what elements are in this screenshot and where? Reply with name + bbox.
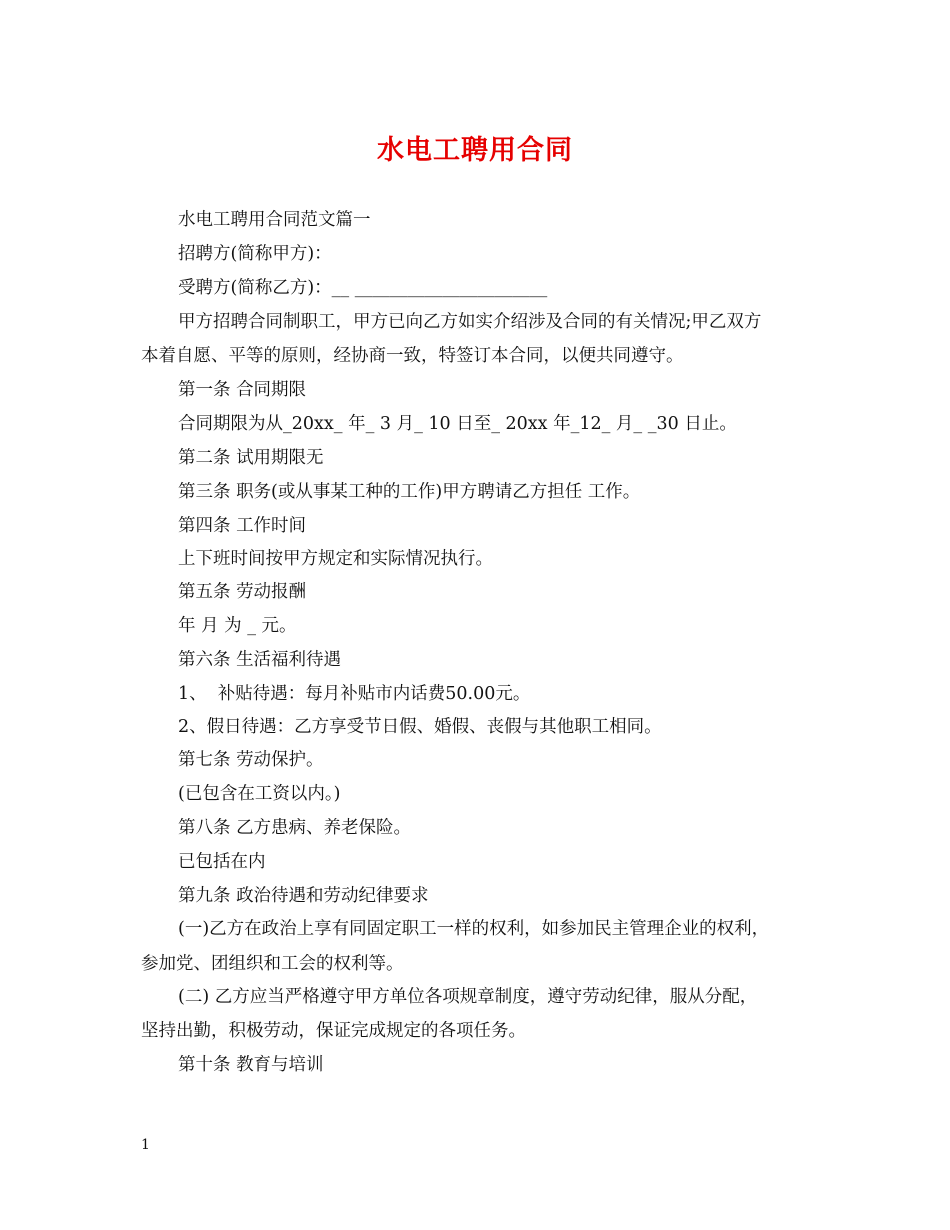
doc-line: 上下班时间按甲方规定和实际情况执行。 [178,549,493,569]
doc-line: (二) 乙方应当严格遵守甲方单位各项规章制度，遵守劳动纪律，服从分配， [178,987,758,1007]
doc-line: 第六条 生活福利待遇 [178,650,342,670]
page-number: 1 [141,1137,150,1153]
doc-line: 坚持出勤，积极劳动，保证完成规定的各项任务。 [141,1021,526,1041]
doc-line: 年 月 为 _ 元。 [178,616,297,636]
doc-line: 已包括在内 [178,852,266,872]
doc-line: 第三条 职务(或从事某工种的工作)甲方聘请乙方担任 工作。 [178,482,641,502]
document-title: 水电工聘用合同 [377,135,573,166]
doc-line: 第十条 教育与培训 [178,1055,324,1075]
doc-line: 参加党、团组织和工会的权利等。 [141,954,404,974]
doc-line: 第四条 工作时间 [178,516,307,536]
doc-line: 2、假日待遇：乙方享受节日假、婚假、丧假与其他职工相同。 [178,717,662,737]
doc-line: 第五条 劳动报酬 [178,582,307,602]
doc-line: (已包含在工资以内。) [178,784,341,804]
doc-line: 甲方招聘合同制职工，甲方已向乙方如实介绍涉及合同的有关情况;甲乙双方 [178,312,762,332]
doc-line: 第七条 劳动保护。 [178,750,324,770]
doc-line: 第一条 合同期限 [178,380,307,400]
doc-line: 受聘方(简称乙方)：__ ______________________ [178,278,548,298]
doc-line: 本着自愿、平等的原则，经协商一致，特签订本合同，以便共同遵守。 [141,346,684,366]
doc-line: (一)乙方在政治上享有同固定职工一样的权利，如参加民主管理企业的权利， [178,919,770,939]
doc-line: 第二条 试用期限无 [178,448,324,468]
doc-line: 第九条 政治待遇和劳动纪律要求 [178,886,429,906]
doc-line: 1、 补贴待遇：每月补贴市内话费50.00元。 [178,684,531,704]
doc-line: 合同期限为从_20xx_ 年_ 3 月_ 10 日至_ 20xx 年_12_ 月_ _30 日止。 [178,414,737,434]
doc-line: 招聘方(简称甲方)： [178,244,332,264]
doc-line: 水电工聘用合同范文篇一 [178,210,371,230]
doc-line: 第八条 乙方患病、养老保险。 [178,818,412,838]
